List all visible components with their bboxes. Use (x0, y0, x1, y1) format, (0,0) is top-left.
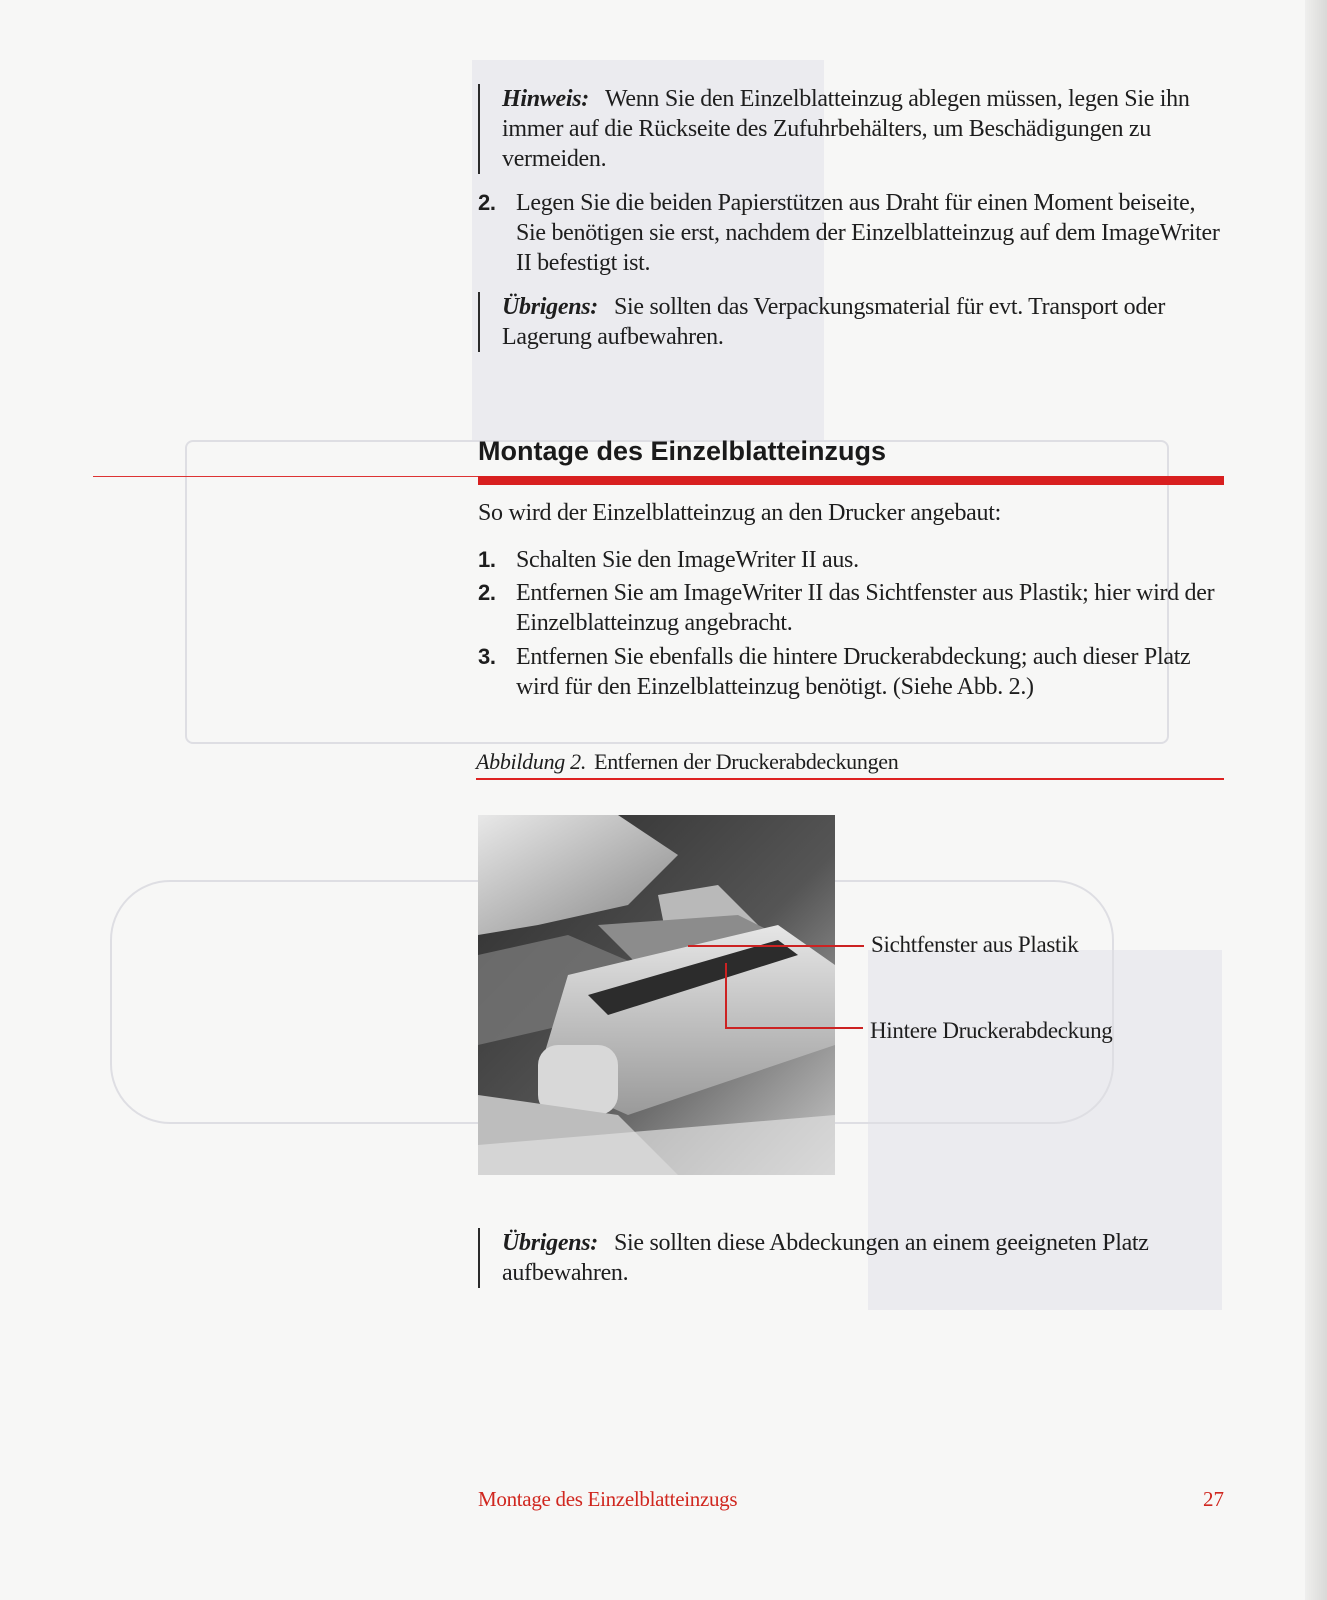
figure-caption-rule (476, 778, 1224, 780)
aside-note-1-text (502, 292, 1250, 352)
step-text: Entfernen Sie am ImageWriter II das Sichtfenster aus Plastik; hier wird der Einzelblatteinzug angebracht. (516, 580, 1215, 636)
page-number: 27 (1203, 1487, 1224, 1511)
step-3 (478, 642, 1218, 702)
step-text: Entfernen Sie ebenfalls die hintere Druckerabdeckung; auch dieser Platz wird für den Einzelblatteinzug benötigt. (Siehe Abb. 2.) (516, 644, 1191, 700)
step-text: Legen Sie die beiden Papierstützen aus Draht für einen Moment beiseite, Sie benötigen sie erst, nachdem der Einzelblatteinzug auf dem ImageWriter II befestigt ist. (516, 190, 1220, 276)
hint-note-text (502, 84, 1250, 174)
page-edge (1305, 0, 1327, 1600)
aside-note-1 (478, 292, 1250, 352)
section-intro: So wird der Einzelblatteinzug an den Drucker angebaut: (478, 500, 1001, 526)
section-rule-thick (478, 476, 1224, 485)
figure-caption-text: Entfernen der Druckerabdeckungen (594, 749, 899, 774)
callout-line-1 (688, 945, 864, 947)
step-text: Schalten Sie den ImageWriter II aus. (516, 547, 859, 573)
callout-label-rear-cover: Hintere Druckerabdeckung (870, 1018, 1113, 1043)
section-title: Montage des Einzelblatteinzugs (478, 436, 887, 466)
pre-step-2 (478, 188, 1226, 278)
section-rule-thin (93, 476, 478, 477)
step-number: 1. (478, 547, 496, 572)
hint-note-body: Wenn Sie den Einzelblatteinzug ablegen müssen, legen Sie ihn immer auf die Rückseite des Zufuhrbehälters, um Beschädigungen zu vermeiden. (502, 86, 1190, 172)
step-number: 3. (478, 644, 496, 669)
aside-note-1-lead: Übrigens: (502, 294, 598, 320)
footer-title: Montage des Einzelblatteinzugs (478, 1487, 738, 1511)
aside-note-2-body: Sie sollten diese Abdeckungen an einem geeigneten Platz aufbewahren. (502, 1230, 1149, 1286)
printer-photo-illustration (478, 815, 835, 1175)
aside-note-2-text (502, 1228, 1242, 1288)
aside-note-2-lead: Übrigens: (502, 1230, 598, 1256)
aside-note-1-body: Sie sollten das Verpackungsmaterial für evt. Transport oder Lagerung aufbewahren. (502, 294, 1166, 350)
callout-line-2-vertical (725, 963, 727, 1027)
step-number: 2. (478, 190, 496, 215)
figure-caption (476, 749, 898, 775)
hint-note-lead: Hinweis: (502, 86, 589, 112)
callout-line-2-horizontal (725, 1027, 863, 1029)
step-1 (478, 545, 1218, 575)
hint-note (478, 84, 1250, 174)
callout-label-plastic-window: Sichtfenster aus Plastik (871, 932, 1079, 957)
step-number: 2. (478, 580, 496, 605)
step-2 (478, 578, 1218, 638)
printer-photo (478, 815, 835, 1175)
figure-label: Abbildung 2. (476, 749, 587, 774)
aside-note-2 (478, 1228, 1242, 1288)
